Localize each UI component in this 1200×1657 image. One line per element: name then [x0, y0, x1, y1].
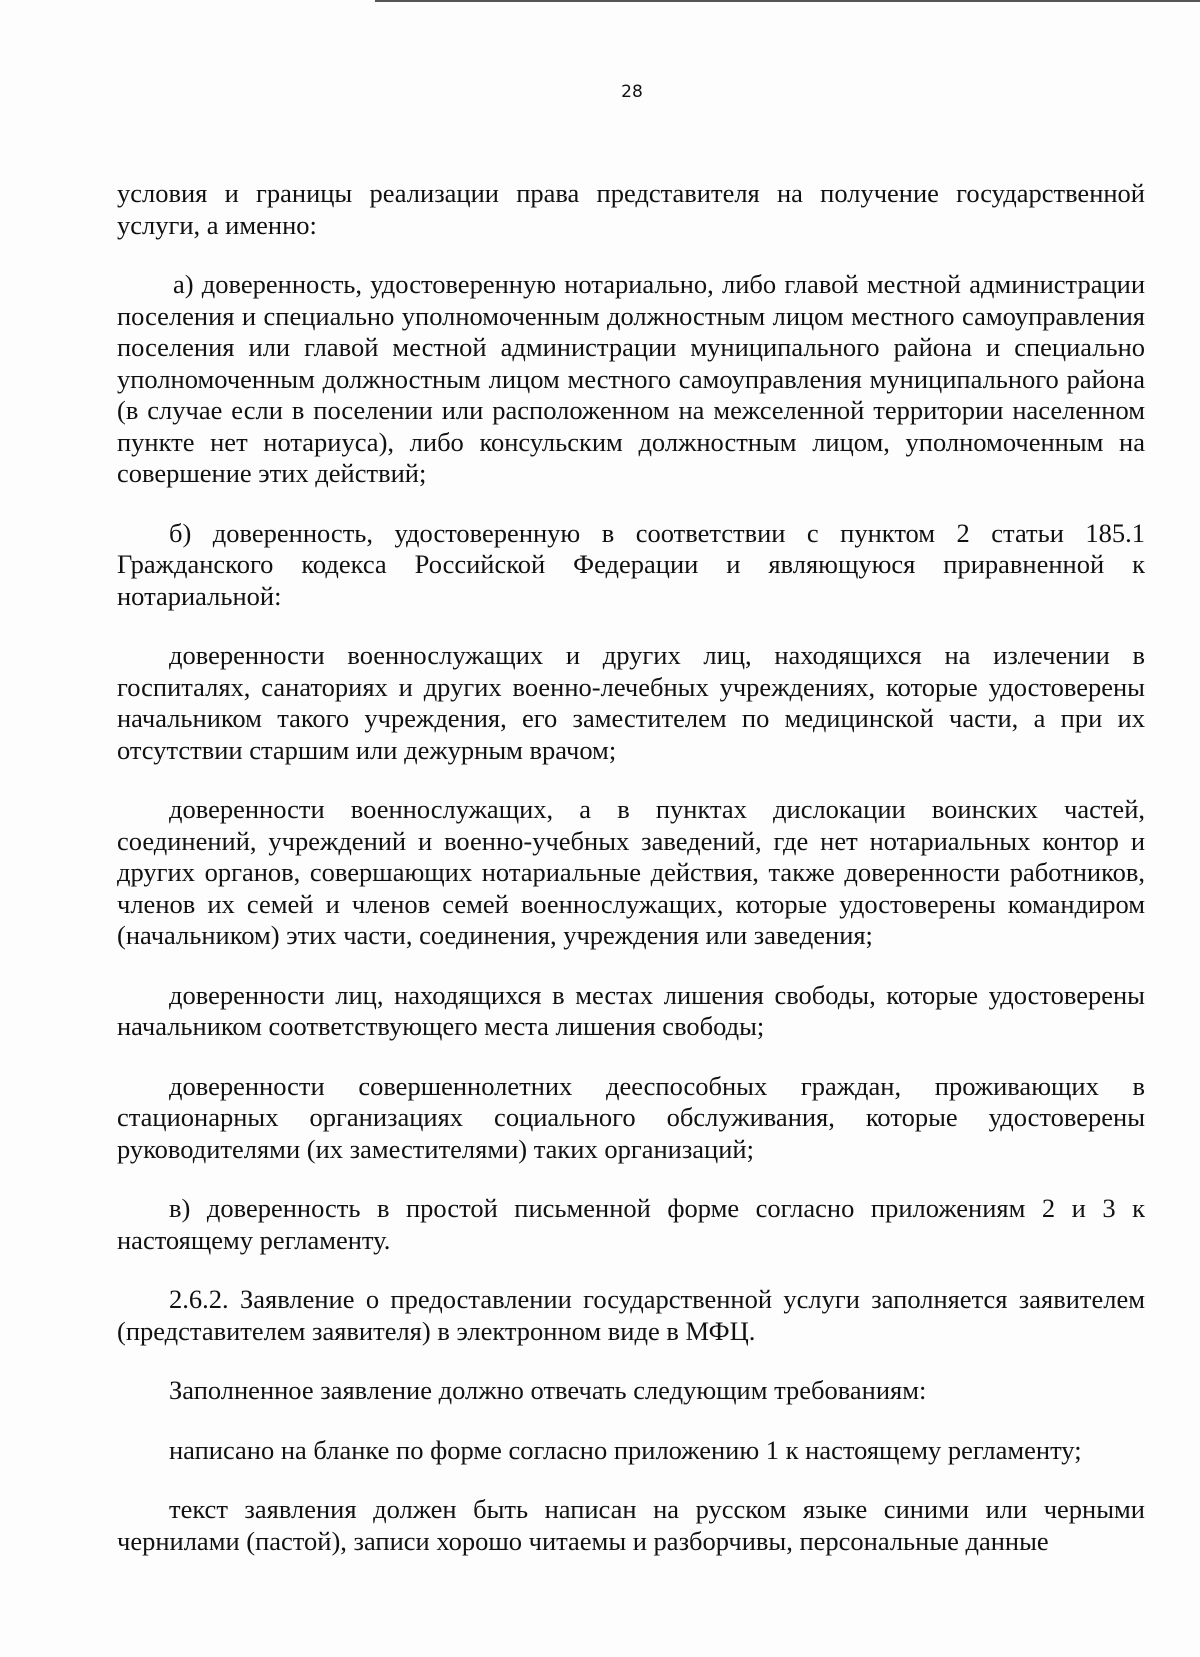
- paragraph-military-proxies: доверенности военнослужащих, а в пунктах дислокации воинских частей, соединений, учреждений и военно-учебных заведений, где нет нотариальных контор и других органов, совершающих нотариальные действия, также доверенности работников, членов их семей и членов семей военнослужащих, которые удостоверены командиром (начальником) этих части, соединения, учреждения или заведения;: [117, 794, 1145, 950]
- paragraph-social-care-proxies: доверенности совершеннолетних дееспособных граждан, проживающих в стационарных организациях социального обслуживания, которые удостоверены руководителями (их заместителями) таких организаций;: [117, 1070, 1145, 1164]
- paragraph-item-v: в) доверенность в простой письменной форме согласно приложениям 2 и 3 к настоящему регламенту.: [117, 1193, 1145, 1255]
- document-body: [117, 178, 1145, 1557]
- paragraph-prison-proxies: доверенности лиц, находящихся в местах лишения свободы, которые удостоверены начальником соответствующего места лишения свободы;: [117, 979, 1145, 1041]
- paragraph-requirements-intro: Заполненное заявление должно отвечать следующим требованиям:: [169, 1375, 927, 1405]
- paragraph-item-a: а) доверенность, удостоверенную нотариально, либо главой местной администрации поселения и специально уполномоченным должностным лицом местного самоуправления поселения или главой местной администрации муниципального района и специально уполномоченным должностным лицом местного самоуправления муниципального района (в случае если в поселении или расположенном на межселенной территории населенном пункте нет нотариуса), либо консульским должностным лицом, уполномоченным на совершение этих действий;: [117, 269, 1145, 488]
- paragraph-requirement-form: написано на бланке по форме согласно приложению 1 к настоящему регламенту;: [169, 1434, 1082, 1465]
- paragraph-requirement-language: текст заявления должен быть написан на русском языке синими или черными чернилами (пастой), записи хорошо читаемы и разборчивы, персональные данные: [117, 1494, 1145, 1556]
- paragraph-item-b: б) доверенность, удостоверенную в соответствии с пунктом 2 статьи 185.1 Гражданского кодекса Российской Федерации и являющуюся приравненной к нотариальной:: [117, 517, 1145, 611]
- page-number: 28: [621, 82, 643, 102]
- paragraph-intro: условия и границы реализации права представителя на получение государственной услуги, а именно:: [117, 178, 1145, 240]
- scan-edge-line: [375, 0, 1200, 2]
- paragraph-section-2-6-2: 2.6.2. Заявление о предоставлении государственной услуги заполняется заявителем (представителем заявителя) в электронном виде в МФЦ.: [117, 1284, 1145, 1346]
- paragraph-hospital-proxies: доверенности военнослужащих и других лиц, находящихся на излечении в госпиталях, санаториях и других военно-лечебных учреждениях, которые удостоверены начальником такого учреждения, его заместителем по медицинской части, а при их отсутствии старшим или дежурным врачом;: [117, 640, 1145, 765]
